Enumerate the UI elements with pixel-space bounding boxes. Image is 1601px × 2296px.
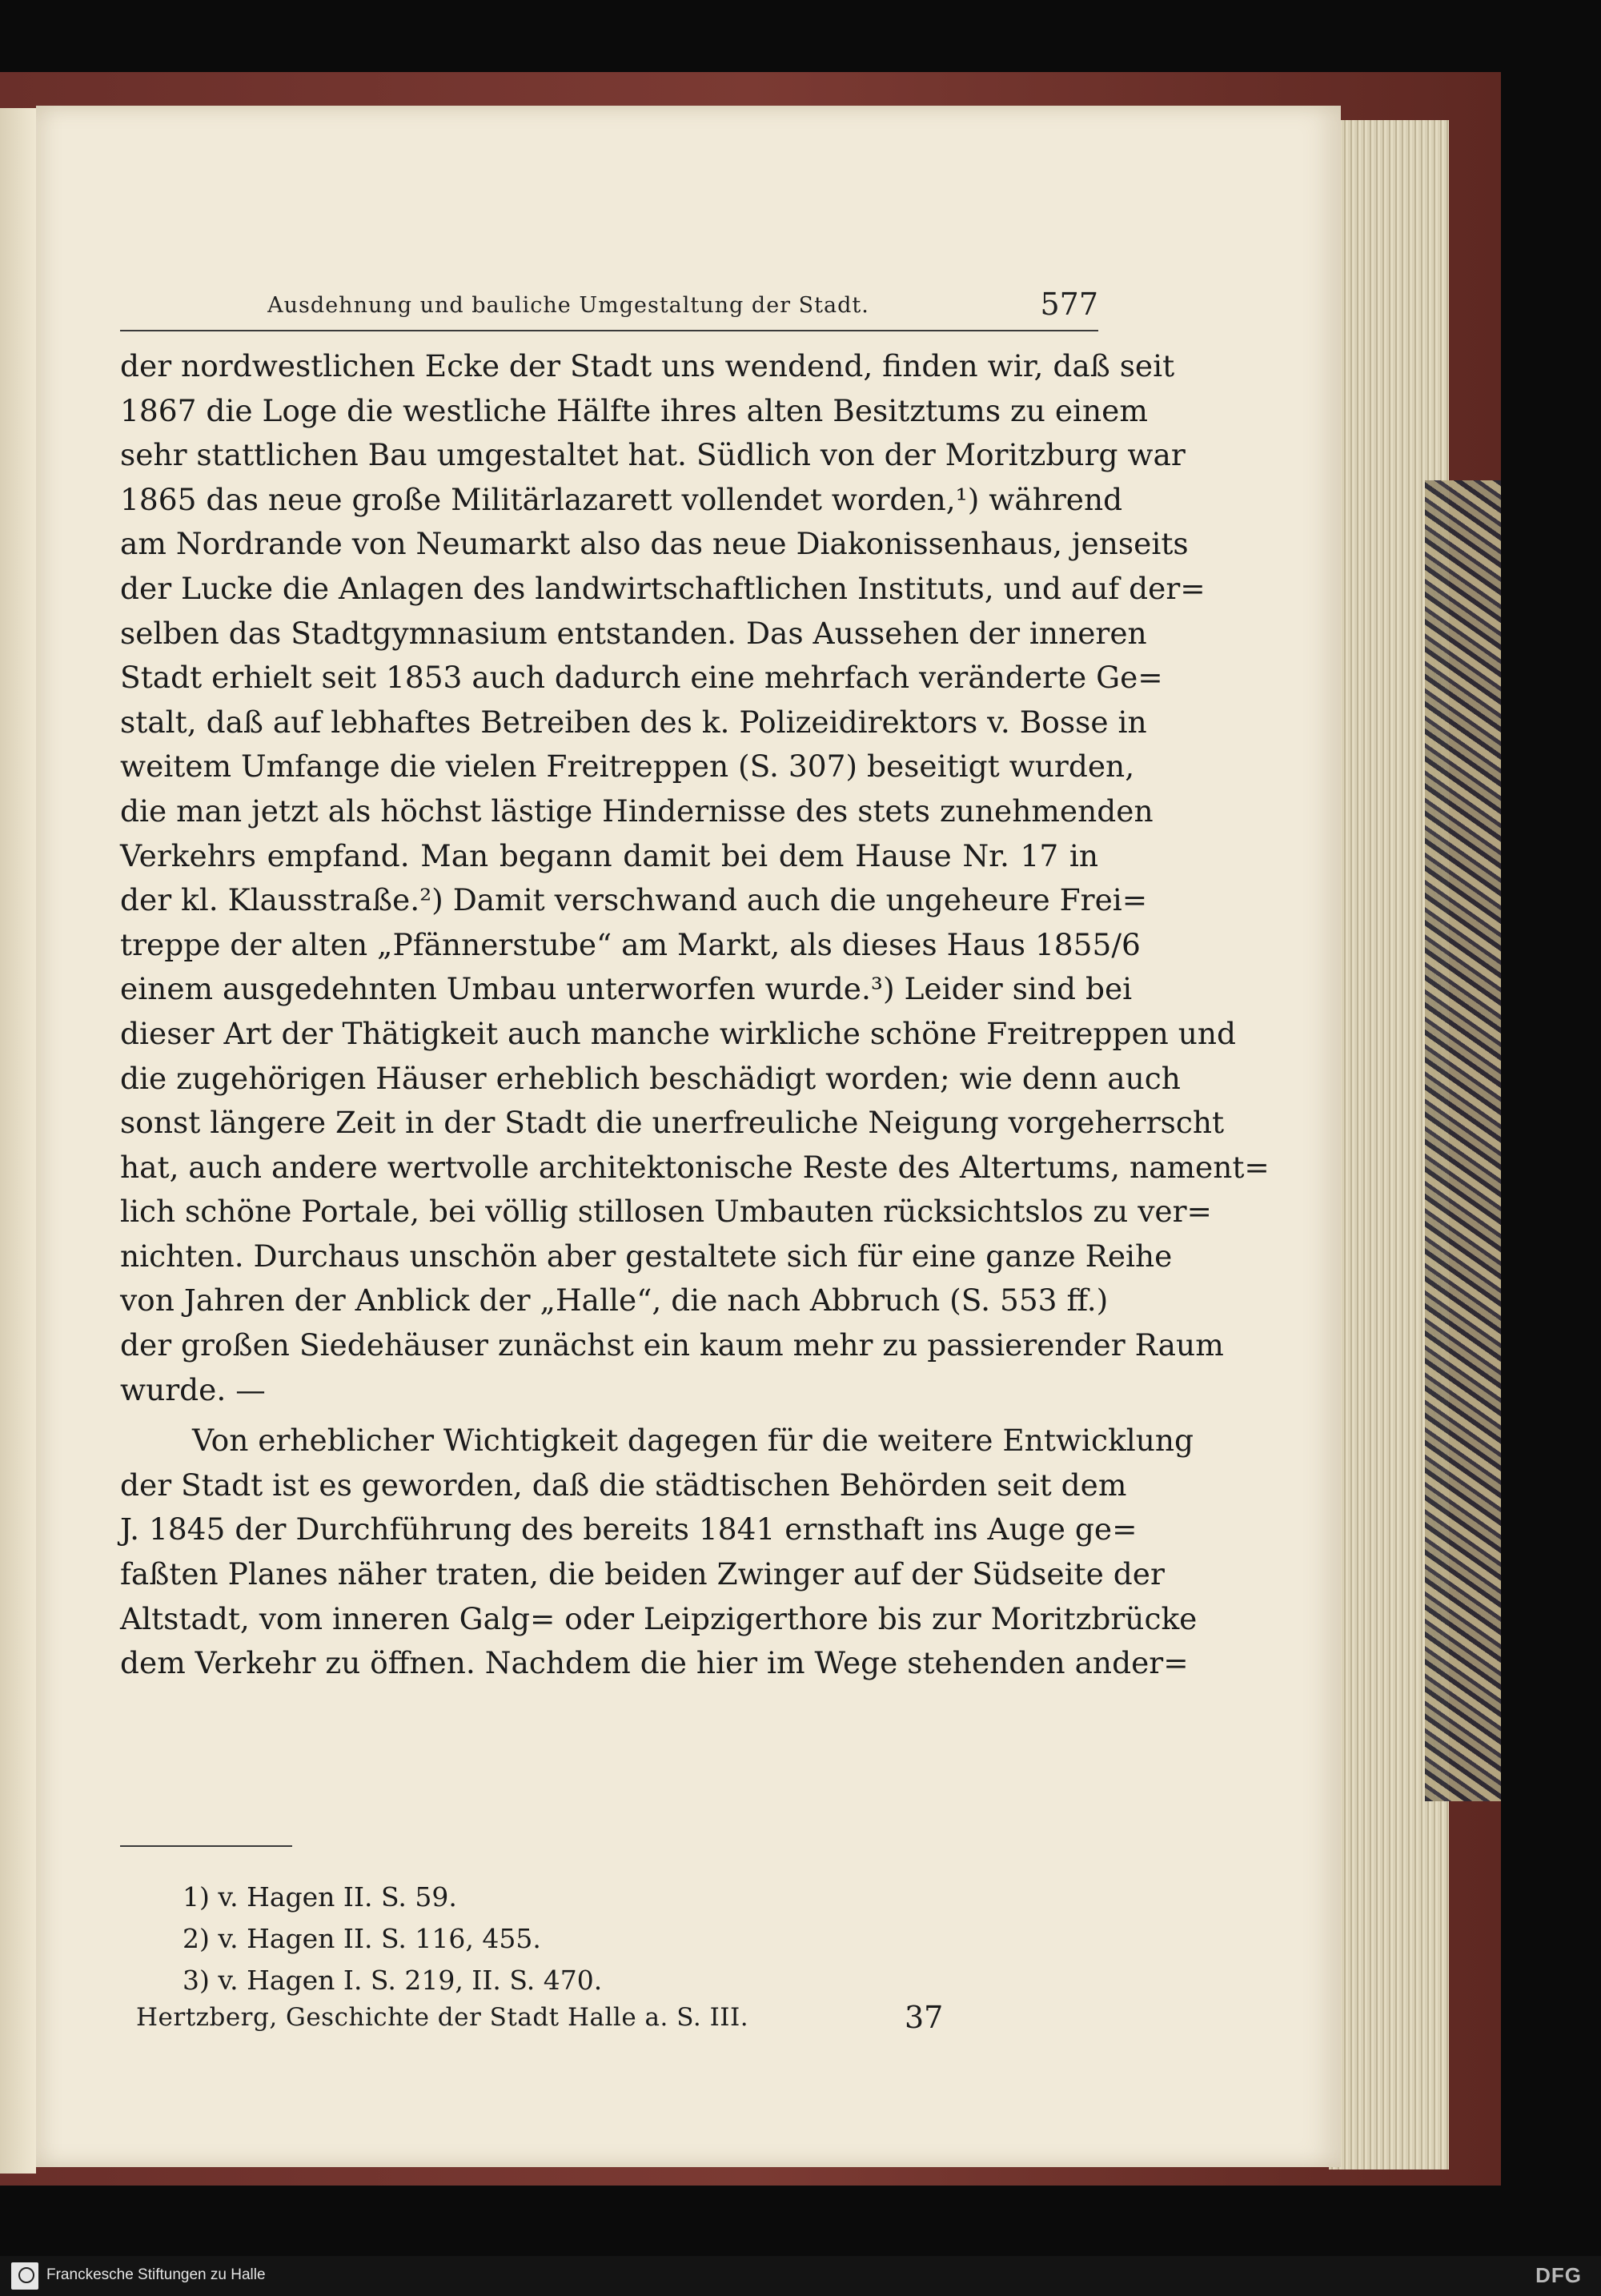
text-line: weitem Umfange die vielen Freitreppen (S. 307) beseitigt wurden, — [120, 749, 1135, 785]
footnote: 3) v. Hagen I. S. 219, II. S. 470. — [183, 1965, 603, 1996]
paragraph — [120, 1419, 1198, 1686]
text-line: Von erheblicher Wichtigkeit dagegen für die weitere Entwicklung — [192, 1423, 1194, 1459]
text-line: Stadt erhielt seit 1853 auch dadurch eine mehrfach veränderte Ge= — [120, 660, 1163, 696]
text-line: der Lucke die Anlagen des landwirtschaftlichen Instituts, und auf der= — [120, 570, 1206, 606]
paragraph — [120, 344, 1270, 1412]
footnote: 2) v. Hagen II. S. 116, 455. — [183, 1923, 541, 1954]
footnote: 1) v. Hagen II. S. 59. — [183, 1881, 457, 1913]
text-line: sehr stattlichen Bau umgestaltet hat. Südlich von der Moritzburg war — [120, 437, 1186, 473]
signature-text: Hertzberg, Geschichte der Stadt Halle a. S. III. — [136, 2003, 749, 2032]
running-head — [120, 287, 1098, 331]
footnotes — [183, 1877, 602, 2001]
text-line: nichten. Durchaus unschön aber gestaltete sich für eine ganze Reihe — [120, 1238, 1173, 1274]
book-page — [36, 106, 1341, 2167]
text-line: wurde. — — [120, 1371, 266, 1407]
text-line: hat, auch andere wertvolle architektonische Reste des Altertums, nament= — [120, 1149, 1270, 1185]
text-line: Altstadt, vom inneren Galg= oder Leipzigerthore bis zur Moritzbrücke — [120, 1600, 1198, 1636]
signature-number: 37 — [905, 2000, 944, 2035]
text-line: treppe der alten „Pfännerstube“ am Markt, als dieses Haus 1855/6 — [120, 926, 1141, 962]
viewer-footer-bar — [0, 2256, 1601, 2296]
page-number: 577 — [1040, 287, 1098, 322]
text-line: Verkehrs empfand. Man begann damit bei dem Hause Nr. 17 in — [120, 837, 1098, 873]
text-line: die man jetzt als höchst lästige Hindernisse des stets zunehmenden — [120, 793, 1154, 829]
text-line: von Jahren der Anblick der „Halle“, die nach Abbruch (S. 553 ff.) — [120, 1282, 1109, 1319]
running-head-title: Ausdehnung und bauliche Umgestaltung der Stadt. — [267, 293, 869, 318]
text-line: der großen Siedehäuser zunächst ein kaum mehr zu passierender Raum — [120, 1327, 1224, 1363]
text-line: lich schöne Portale, bei völlig stillosen Umbauten rücksichtslos zu ver= — [120, 1194, 1212, 1230]
body-text — [120, 344, 1270, 1686]
text-line: J. 1845 der Durchführung des bereits 1841 ernsthaft ins Auge ge= — [120, 1511, 1138, 1547]
text-line: dieser Art der Thätigkeit auch manche wirkliche schöne Freitreppen und — [120, 1015, 1237, 1051]
text-line: 1865 das neue große Militärlazarett vollendet worden,¹) während — [120, 481, 1123, 517]
institution-label: Franckesche Stiftungen zu Halle — [46, 2266, 266, 2283]
text-line: dem Verkehr zu öffnen. Nachdem die hier im Wege stehenden ander= — [120, 1645, 1189, 1681]
footnote-rule — [120, 1845, 292, 1847]
text-line: sonst längere Zeit in der Stadt die unerfreuliche Neigung vorgeherrscht — [120, 1105, 1225, 1141]
text-line: stalt, daß auf lebhaftes Betreiben des k. Polizeidirektors v. Bosse in — [120, 704, 1147, 740]
text-line: die zugehörigen Häuser erheblich beschädigt worden; wie denn auch — [120, 1060, 1181, 1096]
text-line: faßten Planes näher traten, die beiden Zwinger auf der Südseite der — [120, 1556, 1165, 1592]
text-line: selben das Stadtgymnasium entstanden. Das Aussehen der inneren — [120, 615, 1147, 651]
funder-logo: DFG — [1535, 2263, 1582, 2287]
left-page-edge — [0, 108, 36, 2174]
text-line: der kl. Klausstraße.²) Damit verschwand auch die ungeheure Frei= — [120, 882, 1148, 918]
text-line: der nordwestlichen Ecke der Stadt uns wendend, finden wir, daß seit — [120, 348, 1175, 383]
text-line: der Stadt ist es geworden, daß die städtischen Behörden seit dem — [120, 1467, 1127, 1503]
institution-logo-icon — [11, 2262, 38, 2290]
text-line: 1867 die Loge die westliche Hälfte ihres alten Besitztums zu einem — [120, 392, 1148, 428]
paragraph-gap — [120, 1412, 1098, 1419]
text-line: am Nordrande von Neumarkt also das neue Diakonissenhaus, jenseits — [120, 526, 1189, 562]
marbled-endpaper — [1425, 480, 1501, 1801]
text-line: einem ausgedehnten Umbau unterworfen wurde.³) Leider sind bei — [120, 971, 1133, 1007]
running-head-rule — [120, 330, 208, 331]
